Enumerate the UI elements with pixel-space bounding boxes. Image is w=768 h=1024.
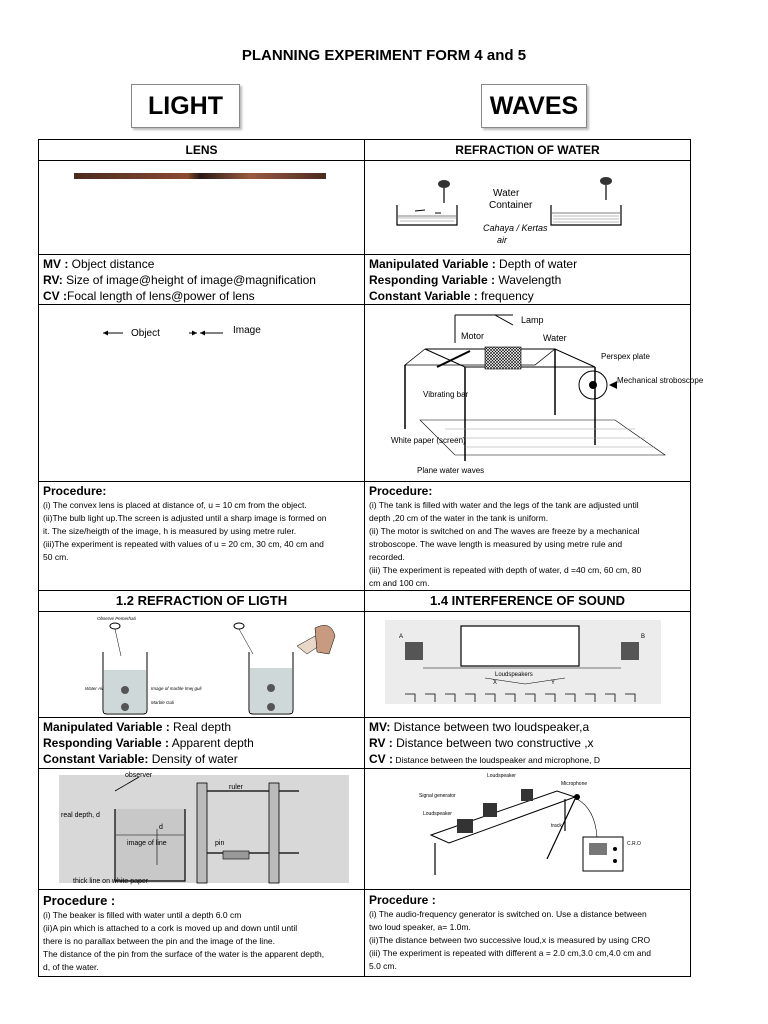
light-procedure-title: Procedure : <box>43 893 116 908</box>
sound-rv: RV : Distance between two constructive ,x <box>369 736 594 750</box>
x-label: X <box>493 680 498 686</box>
light-cv: Constant Variable: Density of water <box>43 752 238 766</box>
sound-procedure-line-3: (ii)The distance between two successive loud,x is measured by using CRO <box>369 935 651 945</box>
water-procedure-line-7: cm and 100 cm. <box>369 578 430 588</box>
sound-procedure-title: Procedure : <box>369 893 436 907</box>
sound-procedure-line-1: (i) The audio-frequency generator is switched on. Use a distance between <box>369 909 647 919</box>
perspex-label: Perspex plate <box>601 352 650 361</box>
lens-rv: RV: Size of image@height of image@magnification <box>43 273 316 287</box>
water-procedure-line-6: (iii) The experiment is repeated with depth of water, d =40 cm, 60 cm, 80 <box>369 565 642 575</box>
marble-label: Marble Guli <box>151 700 175 705</box>
interference-sound-header: 1.4 INTERFERENCE OF SOUND <box>365 591 691 612</box>
water-procedure-title: Procedure: <box>369 484 433 498</box>
lens-variables <box>39 255 365 305</box>
object-label: Object <box>131 328 160 339</box>
water-variables <box>365 255 691 305</box>
white-paper-label: White paper (screen) <box>391 436 466 445</box>
water-procedure-line-1: (i) The tank is filled with water and the legs of the tank are adjusted until <box>369 500 639 510</box>
signal-gen-label: Signal generator <box>419 793 456 799</box>
water-rv: Responding Variable : Wavelength <box>369 273 562 287</box>
light-mv: Manipulated Variable : Real depth <box>43 720 232 734</box>
light-rv: Responding Variable : Apparent depth <box>43 736 254 750</box>
thick-line-label: thick line on white paper <box>73 878 149 885</box>
lamp-label: Lamp <box>521 315 544 325</box>
loudspeaker-label-2: Loudspeaker <box>423 811 452 817</box>
light-box <box>131 84 240 128</box>
lens-procedure-line-2: (ii)The bulb light up.The screen is adjusted until a sharp image is formed on <box>43 513 327 523</box>
water-air-label: Water Air <box>85 686 104 691</box>
lens-diagram <box>39 305 365 482</box>
eye-icon <box>110 623 244 629</box>
refraction-water-diagram <box>365 161 691 255</box>
d-label: d <box>159 824 163 831</box>
light-procedure-line-1: (i) The beaker is filled with water until a depth 6.0 cm <box>43 910 242 920</box>
refraction-light-header: 1.2 REFRACTION OF LIGTH <box>39 591 365 612</box>
page-title: PLANNING EXPERIMENT FORM 4 and 5 <box>241 47 527 64</box>
lens-procedure-line-4: (iii)The experiment is repeated with values of u = 20 cm, 30 cm, 40 cm and <box>43 539 324 549</box>
track-label: track <box>551 823 562 829</box>
container-label: Container <box>489 200 533 211</box>
water-procedure-line-4: stroboscope. The wave length is measured by using metre rule and <box>369 539 623 549</box>
stroboscope-label: Mechanical stroboscope <box>617 376 704 385</box>
sound-mv: MV: Distance between two loudspeaker,a <box>369 720 590 734</box>
waves-box <box>481 84 587 128</box>
vibrating-label: Vibrating bar <box>423 390 469 399</box>
water-procedure <box>365 482 691 591</box>
water-procedure-line-3: (ii) The motor is switched on and The waves are freeze by a mechanical <box>369 526 640 536</box>
water-label: Water <box>493 188 520 199</box>
sound-procedure <box>365 890 691 977</box>
sound-procedure-line-2: two loud speaker, a= 1.0m. <box>369 922 471 932</box>
apparent-depth-diagram <box>39 769 365 890</box>
observe-label: Observe Pemerhati <box>97 616 136 621</box>
lens-photo-cell <box>39 161 365 255</box>
refraction-water-header: REFRACTION OF WATER <box>365 140 691 161</box>
loudspeaker-label: Loudspeaker <box>487 773 516 779</box>
stroboscope-icon <box>579 371 617 399</box>
microphone-label: Microphone <box>561 781 588 787</box>
pin-label: pin <box>215 840 225 847</box>
lens-cv: CV :Focal length of lens@power of lens <box>43 289 255 303</box>
water-procedure-line-2: depth ,20 cm of the water in the tank is uniform. <box>369 513 549 523</box>
a-label: A <box>399 634 404 640</box>
light-procedure-line-2: (ii)A pin which is attached to a cork is moved up and down until until <box>43 923 298 933</box>
arrow-left-icon <box>103 331 123 336</box>
lens-procedure-line-3: it. The size/heigth of the image, h is measured by using metre ruler. <box>43 526 297 536</box>
lens-procedure-line-5: 50 cm. <box>43 552 69 562</box>
plane-waves-label: Plane water waves <box>417 466 485 475</box>
light-procedure-line-3: there is no parallax between the pin and the image of the line. <box>43 936 276 946</box>
water-mv: Manipulated Variable : Depth of water <box>369 257 578 271</box>
air-label: air <box>497 235 508 245</box>
light-label: LIGHT <box>148 91 223 120</box>
y-label: Y <box>551 680 556 686</box>
loudspeakers-label: Loudspeakers <box>495 672 533 678</box>
experiment-table <box>38 139 704 977</box>
cro-icon <box>583 837 623 871</box>
sound-variables <box>365 718 691 769</box>
sound-setup-diagram <box>365 769 691 890</box>
water-cv: Constant Variable : frequency <box>369 289 534 303</box>
b-label: B <box>641 634 646 640</box>
water-procedure-line-5: recorded. <box>369 552 405 562</box>
lens-procedure-line-1: (i) The convex lens is placed at distance of, u = 10 cm from the object. <box>43 500 307 510</box>
light-variables <box>39 718 365 769</box>
ripple-tank-diagram <box>365 305 704 482</box>
light-procedure-line-4: The distance of the pin from the surface of the water is the apparent depth, <box>43 949 325 959</box>
light-procedure <box>39 890 365 977</box>
lens-procedure <box>39 482 365 591</box>
beaker-diagram <box>39 612 365 718</box>
waves-label: WAVES <box>489 91 579 120</box>
lens-mv: MV : Object distance <box>43 257 155 271</box>
lens-procedure-title: Procedure: <box>43 484 107 498</box>
water-label-2: Water <box>543 333 567 343</box>
observer-label: observer <box>125 772 153 779</box>
motor-label: Motor <box>461 331 485 341</box>
arrow-right-icon <box>189 331 223 336</box>
ruler-label: ruler <box>229 784 244 791</box>
image-label: Image <box>233 325 261 336</box>
lens-photo-strip <box>74 173 326 179</box>
sound-procedure-line-4: (iii) The experiment is repeated with different a = 2.0 cm,3.0 cm,4.0 cm and <box>369 948 651 958</box>
image-line-label: image of line <box>127 840 167 847</box>
image-marble-label: Image of marble Imej guli <box>151 686 202 691</box>
light-procedure-line-5: d, of the water. <box>43 962 99 972</box>
cro-label: C.R.O <box>627 841 641 847</box>
sound-cv: CV : Distance between the loudspeaker and microphone, D <box>369 752 600 766</box>
sound-procedure-line-5: 5.0 cm. <box>369 961 397 971</box>
cahaya-label: Cahaya / Kertas <box>483 223 548 233</box>
hand-icon <box>297 625 335 654</box>
loudspeaker-diagram <box>365 612 691 718</box>
real-depth-label: real depth, d <box>61 812 100 819</box>
lens-header: LENS <box>39 140 365 161</box>
